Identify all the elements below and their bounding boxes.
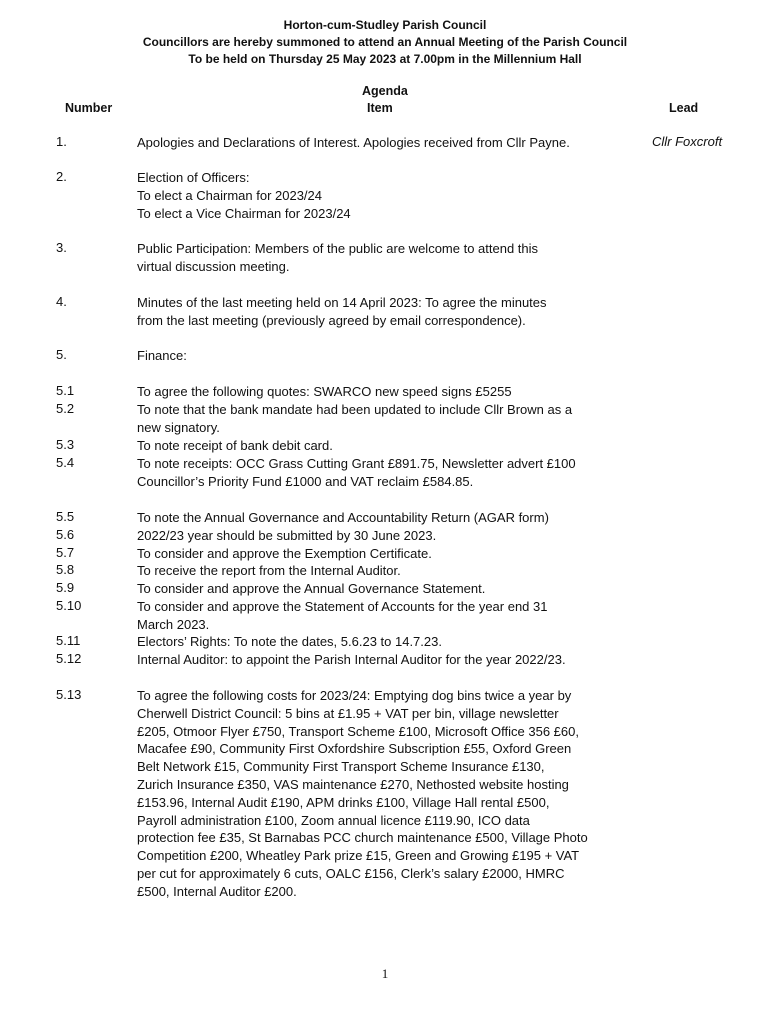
item-text-line: To receive the report from the Internal Auditor. [137, 563, 401, 578]
summons-line: Councillors are hereby summoned to attend an Annual Meeting of the Parish Council [142, 35, 628, 49]
item-text-line: To note receipt of bank debit card. [137, 438, 333, 453]
item-text-line: Payroll administration £100, Zoom annual licence £119.90, ICO data [137, 812, 530, 828]
item-number: 2. [56, 169, 67, 184]
item-text-line: Competition £200, Wheatley Park prize £15, Green and Growing £195 + VAT [137, 848, 580, 864]
item-text-line: Election of Officers: [137, 170, 250, 185]
item-text-line: Finance: [137, 348, 187, 363]
item-text-line: To agree the following costs for 2023/24: Emptying dog bins twice a year by [137, 688, 572, 703]
item-number: 1. [56, 134, 67, 149]
item-text-line: Cherwell District Council: 5 bins at £1.95 + VAT per bin, village newsletter [137, 705, 559, 721]
item-text-line: To elect a Vice Chairman for 2023/24 [137, 205, 351, 221]
item-text-line: To note that the bank mandate had been updated to include Cllr Brown as a [137, 402, 573, 417]
number-column-header: Number [65, 101, 113, 115]
item-text-line: To note the Annual Governance and Accountability Return (AGAR form) [137, 510, 549, 525]
item-number: 5.1 [56, 383, 75, 398]
item-lead: Cllr Foxcroft [652, 134, 723, 149]
item-number: 5.8 [56, 562, 75, 577]
item-text-line: To consider and approve the Statement of Accounts for the year end 31 [137, 599, 548, 614]
item-text-line: To consider and approve the Exemption Certificate. [137, 546, 432, 561]
item-number: 5.11 [56, 633, 81, 648]
agenda-heading: Agenda [362, 84, 408, 98]
item-text-line: £205, Otmoor Flyer £750, Transport Scheme £100, Microsoft Office 356 £60, [137, 723, 579, 739]
item-number: 5.10 [56, 598, 82, 613]
item-number: 5.9 [56, 580, 75, 595]
meeting-details: To be held on Thursday 25 May 2023 at 7.00pm in the Millennium Hall [188, 52, 582, 66]
item-text-line: Belt Network £15, Community First Transport Scheme Insurance £130, [137, 759, 545, 775]
item-number: 5.4 [56, 455, 75, 470]
item-text-line: Electors’ Rights: To note the dates, 5.6.23 to 14.7.23. [137, 634, 442, 649]
item-text-line: Zurich Insurance £350, VAS maintenance £270, Nethosted website hosting [137, 777, 569, 792]
item-number: 5.12 [56, 651, 82, 666]
item-text-line: Internal Auditor: to appoint the Parish Internal Auditor for the year 2022/23. [137, 652, 566, 667]
item-number: 5.7 [56, 545, 75, 560]
item-number: 3. [56, 240, 67, 255]
item-text-line: March 2023. [137, 616, 210, 632]
item-text-line: £500, Internal Auditor £200. [137, 883, 297, 899]
item-text-line: Public Participation: Members of the public are welcome to attend this [137, 241, 539, 256]
item-text-line: Macafee £90, Community First Oxfordshire Subscription £55, Oxford Green [137, 741, 572, 757]
item-text-line: To agree the following quotes: SWARCO new speed signs £5255 [137, 384, 512, 399]
item-text-line: Councillor’s Priority Fund £1000 and VAT reclaim £584.85. [137, 473, 474, 489]
council-name: Horton-cum-Studley Parish Council [283, 18, 487, 32]
item-text-line: To note receipts: OCC Grass Cutting Grant £891.75, Newsletter advert £100 [137, 456, 576, 471]
item-text-line: To elect a Chairman for 2023/24 [137, 187, 322, 203]
item-text-line: £153.96, Internal Audit £190, APM drinks £100, Village Hall rental £500, [137, 794, 550, 810]
item-text-line: 2022/23 year should be submitted by 30 June 2023. [137, 527, 437, 543]
item-text-line: Minutes of the last meeting held on 14 April 2023: To agree the minutes [137, 295, 547, 310]
item-number: 5.5 [56, 509, 75, 524]
lead-column-header: Lead [669, 101, 699, 115]
item-number: 5.2 [56, 401, 75, 416]
item-text-line: protection fee £35, St Barnabas PCC church maintenance £500, Village Photo [137, 830, 588, 846]
item-text-line: virtual discussion meeting. [137, 258, 290, 274]
page-number: 1 [381, 966, 389, 981]
item-text-line: from the last meeting (previously agreed by email correspondence). [137, 312, 526, 328]
item-text-line: new signatory. [137, 419, 220, 435]
item-number: 5.3 [56, 437, 75, 452]
item-number: 4. [56, 294, 67, 309]
item-text-line: Apologies and Declarations of Interest. Apologies received from Cllr Payne. [137, 135, 570, 150]
item-number: 5.6 [56, 527, 75, 542]
item-number: 5. [56, 347, 67, 362]
item-text-line: To consider and approve the Annual Governance Statement. [137, 581, 486, 596]
item-column-header: Item [367, 101, 393, 115]
item-text-line: per cut for approximately 6 cuts, OALC £156, Clerk’s salary £2000, HMRC [137, 866, 565, 881]
item-number: 5.13 [56, 687, 82, 702]
